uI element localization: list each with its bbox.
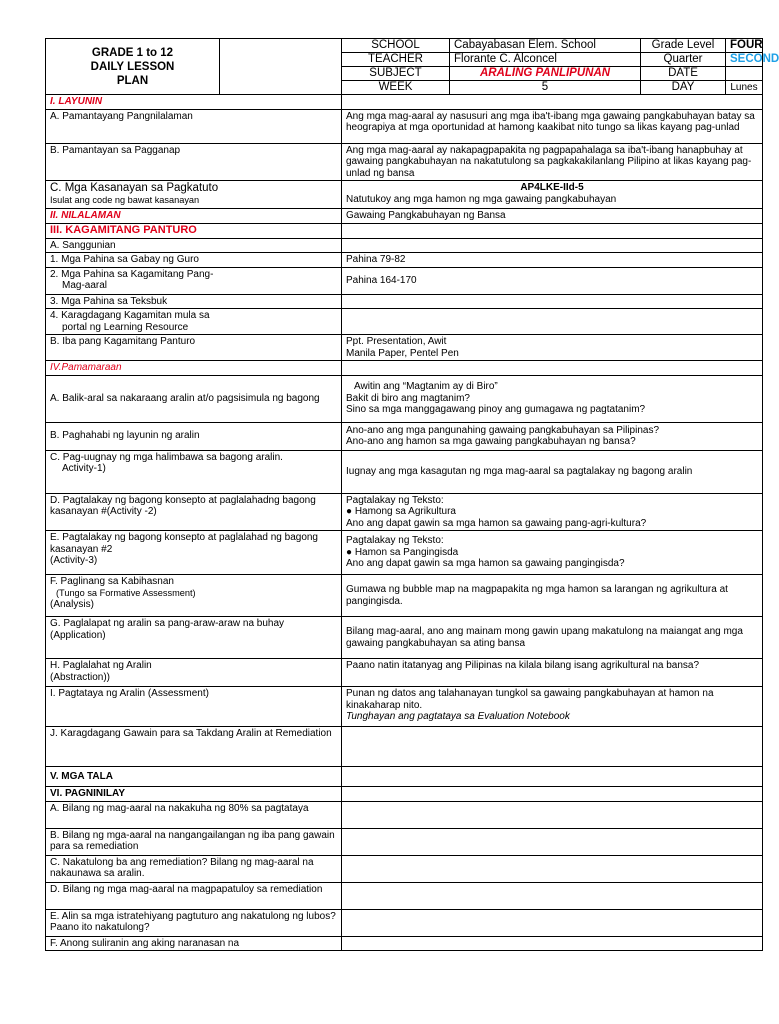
nilalaman-heading: II. NILALAMAN <box>46 209 342 224</box>
kagamitang-label-1: 2. Mga Pahina sa Kagamitang Pang- <box>50 268 214 280</box>
empty-cell <box>342 828 763 855</box>
kasanayan-label: C. Mga Kasanayan sa Pagkatuto <box>50 182 219 194</box>
kasanayan-cell <box>46 181 342 209</box>
pamantayan-sa-pagganap-value: Ang mga mag-aaral ay nakapagpapakita ng pagpapahalaga sa iba't-ibang hanapbuhay at gawaing pangkabuhayan na nakatutulong sa pagkakakilanlang Pilipino at likas kayang pag-unlad ng bansa <box>342 143 763 181</box>
iba-value-cell <box>342 335 763 361</box>
pamantayang-pangnilalaman-value: Ang mga mag-aaral ay nasusuri ang mga iba't-ibang mga gawaing pangkabuhayan batay sa heograpiya at mga oportunidad at hamong kaakibat nito tungo sa likas kayang pag-unlad <box>342 109 763 143</box>
week-label: WEEK <box>342 81 450 95</box>
date-value <box>726 67 763 81</box>
pag-uugnay-cell <box>46 450 342 493</box>
header-spacer <box>220 39 342 95</box>
pagtataya-label: I. Pagtataya ng Aralin (Assessment) <box>46 687 342 727</box>
pag-uugnay-label-2: Activity-1) <box>62 463 106 474</box>
school-label: SCHOOL <box>342 39 450 53</box>
reflection-a: A. Bilang ng mag-aaral na nakakuha ng 80% sa pagtataya <box>46 801 342 828</box>
karagdagang-label-1: 4. Karagdagang Kagamitan mula sa <box>50 310 210 321</box>
balik-aral-value <box>342 375 763 422</box>
week-value: 5 <box>450 81 641 95</box>
lesson-plan-page <box>45 38 779 951</box>
karagdagang-cell <box>46 309 342 335</box>
nilalaman-value: Gawaing Pangkabuhayan ng Bansa <box>342 209 763 224</box>
iba-value-1: Ppt. Presentation, Awit <box>346 336 447 347</box>
pagtalakay-1-v1: Pagtalakay ng Teksto: <box>346 494 444 506</box>
empty-cell <box>342 855 763 882</box>
karagdagang-gawain-label: J. Karagdagang Gawain para sa Takdang Aralin at Remediation <box>46 727 342 767</box>
pagtalakay-2-cell <box>46 531 342 575</box>
reflection-b: B. Bilang ng mga-aaral na nangangailangan ng iba pang gawain para sa remediation <box>46 828 342 855</box>
paglalapat-label-1: G. Paglalapat ng aralin sa pang-araw-araw na buhay <box>50 618 285 629</box>
paghahabi-value <box>342 422 763 450</box>
pagtalakay-1-value <box>342 493 763 531</box>
subject-label: SUBJECT <box>342 67 450 81</box>
balik-aral-v1: Awitin ang “Magtanim ay di Biro” <box>354 381 498 393</box>
mga-tala-heading: V. MGA TALA <box>46 767 342 787</box>
balik-aral-label: A. Balik-aral sa nakaraang aralin at/o pagsisimula ng bagong <box>46 375 342 422</box>
reflection-c: C. Nakatulong ba ang remediation? Bilang ng mag-aaral na nakaunawa sa aralin. <box>46 855 342 882</box>
grade-level-value: FOUR <box>726 39 763 53</box>
paghahabi-label: B. Paghahabi ng layunin ng aralin <box>46 422 342 450</box>
date-label: DATE <box>641 67 726 81</box>
quarter-value: SECOND <box>726 53 763 67</box>
empty-cell <box>342 787 763 802</box>
pagtataya-v2: Tunghayan ang pagtataya sa Evaluation Notebook <box>346 711 570 722</box>
pagtataya-v1: Punan ng datos ang talahanayan tungkol sa gawaing pangkabuhayan at hamon na kinakaharap nito. <box>346 688 714 711</box>
day-label: DAY <box>641 81 726 95</box>
pagtalakay-2-value <box>342 531 763 575</box>
pag-uugnay-label-1: C. Pag-uugnay ng mga halimbawa sa bagong aralin. <box>50 451 283 463</box>
day-value: Lunes <box>726 81 763 95</box>
empty-cell <box>342 223 763 238</box>
paglalahat-cell <box>46 659 342 687</box>
empty-cell <box>342 801 763 828</box>
paglinang-cell <box>46 575 342 617</box>
pagtataya-value <box>342 687 763 727</box>
pagtalakay-1-v2: ● Hamong sa Agrikultura <box>346 506 456 517</box>
teacher-value: Florante C. Alconcel <box>450 53 641 67</box>
quarter-label: Quarter <box>641 53 726 67</box>
kasanayan-sub: Isulat ang code ng bawat kasanayan <box>50 195 200 205</box>
paglalapat-label-2: (Application) <box>50 629 106 641</box>
kagamitang-value: Pahina 164-170 <box>342 267 763 294</box>
balik-aral-v2: Bakit di biro ang magtanim? <box>346 392 470 404</box>
pamantayang-pangnilalaman-label: A. Pamantayang Pangnilalaman <box>46 109 342 143</box>
pagninilay-heading: VI. PAGNINILAY <box>46 787 342 802</box>
gabay-value: Pahina 79-82 <box>342 253 763 268</box>
paghahabi-v1: Ano-ano ang mga pangunahing gawaing pangkabuhayan sa Pilipinas? <box>346 424 660 436</box>
empty-cell <box>342 238 763 253</box>
plan-title: GRADE 1 to 12 DAILY LESSON PLAN <box>46 39 220 95</box>
pag-uugnay-value: Iugnay ang mga kasagutan ng mga mag-aaral sa pagtalakay ng bagong aralin <box>342 450 763 493</box>
pagtalakay-2-v2: ● Hamon sa Pangingisda <box>346 546 459 558</box>
empty-cell <box>342 294 763 309</box>
paglinang-label-2: (Tungo sa Formative Assessment) <box>56 587 196 598</box>
gabay-label: 1. Mga Pahina sa Gabay ng Guro <box>46 253 342 268</box>
kagamitang-cell <box>46 267 342 294</box>
layunin-heading: I. LAYUNIN <box>46 95 342 110</box>
kagamitang-label-2: Mag-aaral <box>62 280 108 291</box>
grade-level-label: Grade Level <box>641 39 726 53</box>
lesson-table <box>45 94 763 951</box>
empty-cell <box>342 909 763 936</box>
school-value: Cabayabasan Elem. School <box>450 39 641 53</box>
empty-cell <box>342 95 763 110</box>
kagamitan-heading: III. KAGAMITANG PANTURO <box>46 223 342 238</box>
pagtalakay-2-v3: Ano ang dapat gawin sa mga hamon sa gawaing pangingisda? <box>346 558 625 570</box>
subject-value: ARALING PANLIPUNAN <box>450 67 641 81</box>
paglalapat-value: Bilang mag-aaral, ano ang mainam mong gawin upang makatulong na maiangat ang mga gawaing pangkabuhayan sa ating bansa <box>342 617 763 659</box>
kasanayan-value: Natutukoy ang mga hamon ng mga gawaing pangkabuhayan <box>346 193 617 205</box>
paghahabi-v2: Ano-ano ang hamon sa mga gawaing pangkabuhayan ng bansa? <box>346 436 636 447</box>
pamantayan-sa-pagganap-label: B. Pamantayan sa Pagganap <box>46 143 342 181</box>
pagtalakay-1-v3: Ano ang dapat gawin sa mga hamon sa gawaing pang-agri-kultura? <box>346 517 647 529</box>
paglinang-label-1: F. Paglinang sa Kabihasnan <box>50 576 174 587</box>
header-table <box>45 38 779 95</box>
pagtalakay-2-label-1: E. Pagtalakay ng bagong konsepto at paglalahad ng bagong kasanayan #2 <box>50 532 318 555</box>
reflection-e: E. Alin sa mga istratehiyang pagtuturo ang nakatulong ng lubos? Paano ito nakatulong? <box>46 909 342 936</box>
balik-aral-v3: Sino sa mga manggagawang pinoy ang gumagawa ng pagtatanim? <box>346 404 646 416</box>
empty-cell <box>342 361 763 376</box>
iba-label: B. Iba pang Kagamitang Panturo <box>46 335 342 361</box>
kasanayan-code: AP4LKE-IId-5 <box>520 182 584 193</box>
paglalahat-label-1: H. Paglalahat ng Aralin <box>50 660 152 671</box>
paglinang-value: Gumawa ng bubble map na magpapakita ng mga hamon sa larangan ng agrikultura at pangingisda. <box>342 575 763 617</box>
sanggunian-label: A. Sanggunian <box>46 238 342 253</box>
reflection-d: D. Bilang ng mga mag-aaral na magpapatuloy sa remediation <box>46 882 342 909</box>
empty-cell <box>342 767 763 787</box>
paglalahat-label-2: (Abstraction)) <box>50 671 111 683</box>
teacher-label: TEACHER <box>342 53 450 67</box>
iba-value-2: Manila Paper, Pentel Pen <box>346 347 459 359</box>
paglalapat-cell <box>46 617 342 659</box>
pamamaraan-heading: IV.Pamamaraan <box>46 361 342 376</box>
empty-cell <box>342 727 763 767</box>
empty-cell <box>342 882 763 909</box>
kasanayan-value-cell <box>342 181 763 209</box>
paglalahat-value: Paano natin itatanyag ang Pilipinas na kilala bilang isang agrikultural na bansa? <box>342 659 763 687</box>
paglinang-label-3: (Analysis) <box>50 599 94 610</box>
pagtalakay-2-label-2: (Activity-3) <box>50 555 98 566</box>
reflection-f: F. Anong suliranin ang aking naranasan na <box>46 936 342 951</box>
karagdagang-label-2: portal ng Learning Resource <box>62 321 189 333</box>
empty-cell <box>342 936 763 951</box>
pagtalakay-1-label: D. Pagtalakay ng bagong konsepto at paglalahadng bagong kasanayan #(Activity -2) <box>46 493 342 531</box>
empty-cell <box>342 309 763 335</box>
teksbuk-label: 3. Mga Pahina sa Teksbuk <box>46 294 342 309</box>
pagtalakay-2-v1: Pagtalakay ng Teksto: <box>346 535 444 547</box>
